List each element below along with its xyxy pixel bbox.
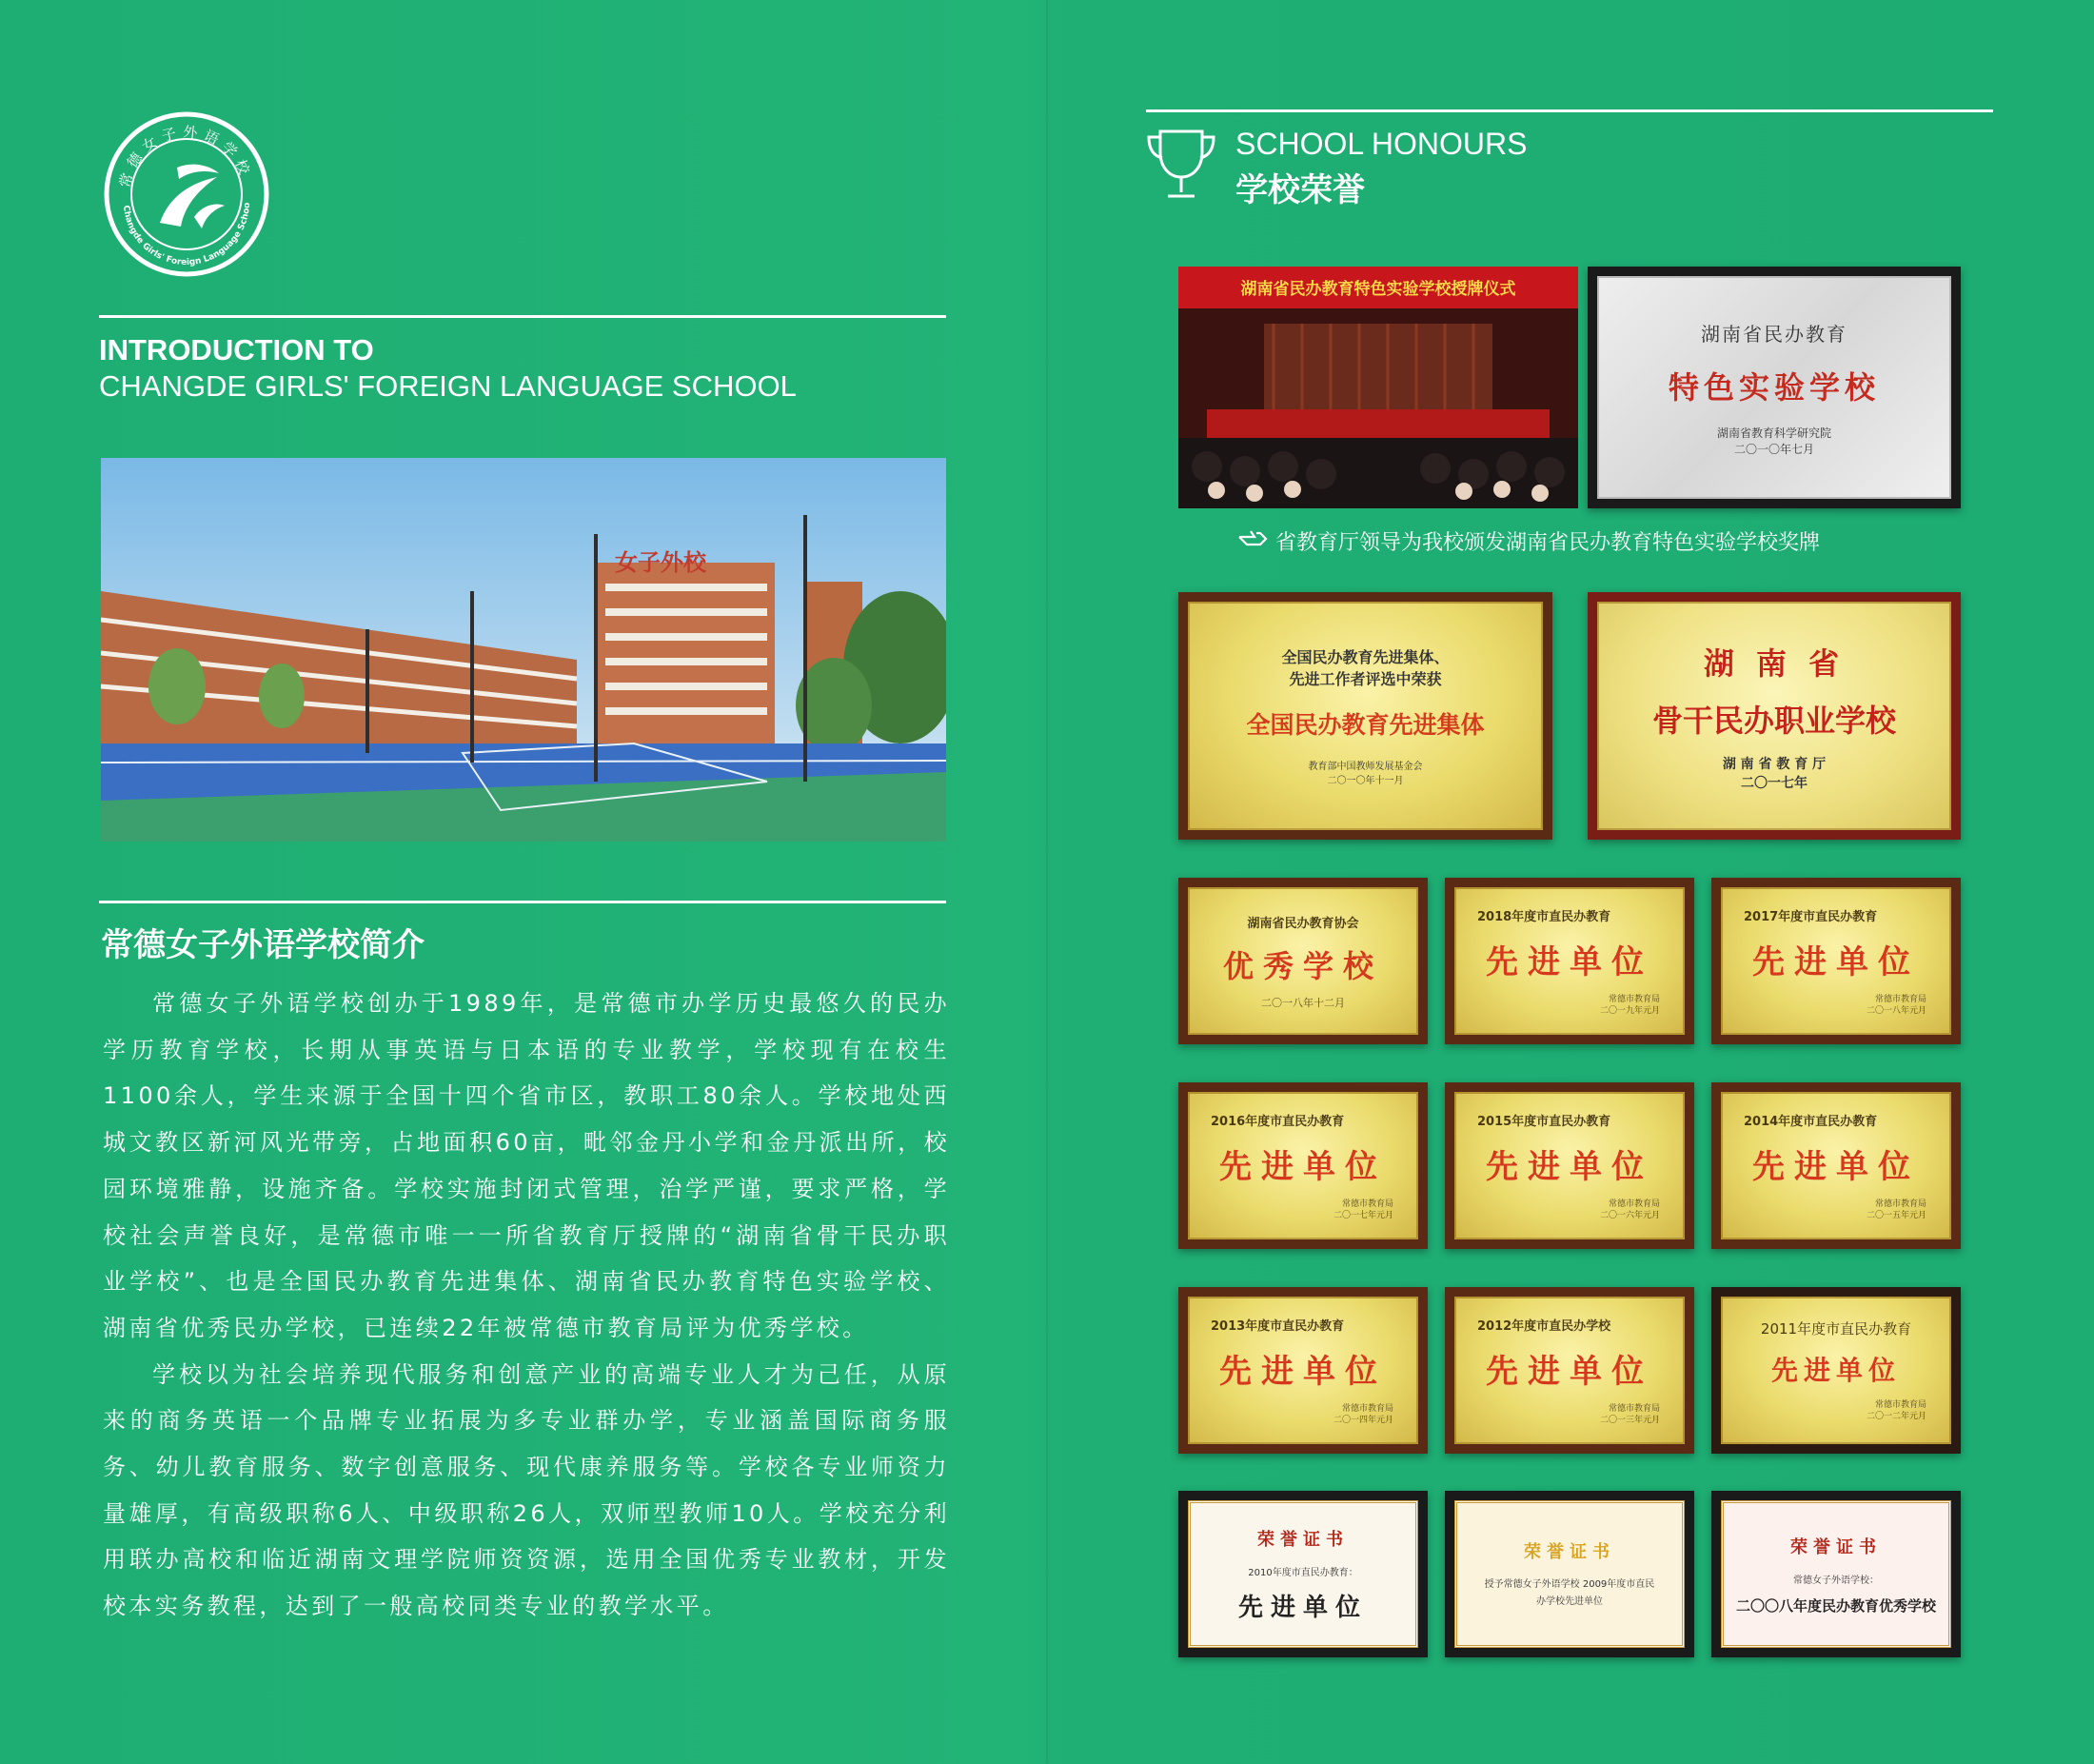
plaque-main-text: 特色实验学校 xyxy=(1668,368,1880,406)
plaque-date: 二〇一八年元月 xyxy=(1866,1005,1926,1016)
plaque-issuer: 常德市教育局 xyxy=(1874,1199,1926,1209)
plaque-issuer: 湖南省教育科学研究院 xyxy=(1716,426,1831,440)
campus-photo xyxy=(101,458,946,842)
certificate-2010 xyxy=(1178,1491,1428,1657)
plaque-issuer: 常德市教育局 xyxy=(1874,994,1926,1004)
logo-arc-text: 常德女子外语学校 xyxy=(115,123,256,189)
plaque-issuer: 常德市教育局 xyxy=(1341,1403,1393,1414)
certificate-line: 2010年度市直民办教育： xyxy=(1248,1567,1358,1578)
plaque-line: 湖 南 省 xyxy=(1703,645,1846,682)
certificate-line: 授予常德女子外语学校 2009年度市直民办学校先进单位 xyxy=(1484,1578,1655,1607)
plaque-main-text: 先进单位 xyxy=(1486,942,1653,981)
ceremony-photo xyxy=(1178,267,1578,508)
plaque-special-experimental-school xyxy=(1588,267,1961,508)
hand-pointer-icon xyxy=(1237,527,1268,550)
plaque-provincial-backbone-school xyxy=(1588,592,1961,840)
plaque-main-text: 骨干民办职业学校 xyxy=(1651,703,1896,739)
plaque-date: 二〇一七年元月 xyxy=(1333,1210,1393,1220)
ceremony-caption: 省教育厅领导为我校颁发湖南省民办教育特色实验学校奖牌 xyxy=(1275,531,1821,555)
trophy-icon xyxy=(1145,126,1217,204)
plaque-main-text: 先进单位 xyxy=(1219,1147,1387,1186)
plaque-date: 二〇一五年元月 xyxy=(1866,1210,1926,1220)
intro-heading: 常德女子外语学校简介 xyxy=(101,926,425,964)
plaque-advanced-unit-2011 xyxy=(1711,1287,1961,1454)
certificate-main-text: 二〇〇八年度民办教育优秀学校 xyxy=(1735,1596,1936,1615)
plaque-issuer: 常德市教育局 xyxy=(1608,1199,1660,1209)
plaque-top-line: 2014年度市直民办教育 xyxy=(1744,1114,1878,1129)
plaque-line: 先进工作者评选中荣获 xyxy=(1289,670,1442,688)
honours-title-en: SCHOOL HONOURS xyxy=(1235,127,1528,161)
plaque-main-text: 先进单位 xyxy=(1752,942,1920,981)
plaque-main-text: 全国民办教育先进集体 xyxy=(1246,711,1485,739)
plaque-issuer: 常德市教育局 xyxy=(1608,1403,1660,1414)
plaque-issuer: 湖 南 省 教 育 厅 xyxy=(1722,757,1827,772)
page-fold xyxy=(1046,0,1048,1764)
plaque-line: 湖南省民办教育 xyxy=(1701,322,1847,346)
certificate-title: 荣誉证书 xyxy=(1790,1536,1882,1557)
plaque-top-line: 2011年度市直民办教育 xyxy=(1760,1320,1912,1338)
plaque-line: 全国民办教育先进集体、 xyxy=(1281,648,1450,666)
plaque-advanced-unit-2012 xyxy=(1445,1287,1694,1454)
plaque-top-line: 2016年度市直民办教育 xyxy=(1211,1114,1345,1129)
plaque-date: 二〇一三年元月 xyxy=(1599,1415,1660,1425)
plaque-main-text: 先进单位 xyxy=(1752,1147,1920,1186)
plaque-main-text: 先进单位 xyxy=(1486,1352,1653,1391)
plaque-date: 二〇一二年元月 xyxy=(1866,1412,1926,1421)
honours-title-cn: 学校荣誉 xyxy=(1235,171,1365,209)
plaque-main-text: 先进单位 xyxy=(1219,1352,1387,1391)
logo-ring-text: Changde Girls' Foreign Language Schoo xyxy=(121,202,253,268)
plaque-top-line: 2017年度市直民办教育 xyxy=(1744,909,1878,924)
plaque-main-text: 先进单位 xyxy=(1486,1147,1653,1186)
ceremony-banner: 湖南省民办教育特色实验学校授牌仪式 xyxy=(1240,280,1516,299)
plaque-advanced-unit-2016 xyxy=(1178,1082,1428,1249)
plaque-issuer: 教育部中国教师发展基金会 xyxy=(1308,762,1423,772)
intro-paragraph-2: 学校以为社会培养现代服务和创意产业的高端专业人才为己任，从原来的商务英语一个品牌专业拓展为多专业群办学，专业涵盖国际商务服务、幼儿教育服务、数字创意服务、现代康养服务等。学校各专业师资力量雄厚，有高级职称6人、中级职称26人，双师型教师10人。学校充分利用联办高校和临近湖南文理学院师资资源，选用全国优秀专业教材，开发校本实务教程，达到了一般高校同类专业的教学水平。 xyxy=(103,1360,950,1620)
plaque-issuer: 常德市教育局 xyxy=(1341,1199,1393,1209)
plaque-date: 二〇一七年 xyxy=(1741,776,1808,791)
plaque-issuer: 常德市教育局 xyxy=(1608,994,1660,1004)
plaque-national-advanced-collective xyxy=(1178,592,1552,840)
certificate-2009 xyxy=(1445,1491,1694,1657)
plaque-top-line: 2015年度市直民办教育 xyxy=(1477,1114,1611,1129)
plaque-advanced-unit-2018 xyxy=(1445,878,1694,1044)
plaque-top-line: 2012年度市直民办学校 xyxy=(1477,1318,1611,1334)
plaque-date: 二〇一九年元月 xyxy=(1599,1005,1660,1016)
plaque-advanced-unit-2014 xyxy=(1711,1082,1961,1249)
certificate-title: 荣誉证书 xyxy=(1524,1541,1615,1562)
intro-subtitle: CHANGDE GIRLS' FOREIGN LANGUAGE SCHOOL xyxy=(99,369,797,403)
plaque-date: 二〇一〇年七月 xyxy=(1733,442,1814,456)
honours-divider xyxy=(1146,109,1993,112)
plaque-top-line: 2013年度市直民办教育 xyxy=(1211,1318,1345,1334)
plaque-date: 二〇一四年元月 xyxy=(1333,1415,1393,1425)
plaque-date: 二〇一八年十二月 xyxy=(1261,997,1345,1009)
plaque-date: 二〇一〇年十一月 xyxy=(1327,776,1404,786)
plaque-main-text: 优秀学校 xyxy=(1222,948,1383,984)
plaque-date: 二〇一六年元月 xyxy=(1599,1210,1660,1220)
intro-title: INTRODUCTION TO xyxy=(99,333,374,367)
certificate-title: 荣誉证书 xyxy=(1257,1529,1349,1550)
certificate-line: 常德女子外语学校： xyxy=(1793,1575,1879,1586)
section-divider xyxy=(99,901,946,903)
campus-sign: 女子外校 xyxy=(615,549,706,576)
plaque-issuer: 常德市教育局 xyxy=(1874,1400,1926,1410)
school-logo xyxy=(103,110,270,278)
plaque-excellent-school-2018 xyxy=(1178,878,1428,1044)
plaque-advanced-unit-2017 xyxy=(1711,878,1961,1044)
plaque-top-line: 2018年度市直民办教育 xyxy=(1477,909,1611,924)
top-divider xyxy=(99,315,946,318)
plaque-main-text: 先进单位 xyxy=(1770,1355,1901,1386)
plaque-top-line: 湖南省民办教育协会 xyxy=(1247,917,1359,931)
plaque-advanced-unit-2015 xyxy=(1445,1082,1694,1249)
certificate-main-text: 先进单位 xyxy=(1237,1593,1368,1622)
plaque-advanced-unit-2013 xyxy=(1178,1287,1428,1454)
intro-paragraph-1: 常德女子外语学校创办于1989年，是常德市办学历史最悠久的民办学历教育学校，长期从事英语与日本语的专业教学，学校现有在校生1100余人，学生来源于全国十四个省市区，教职工80余人。学校地处西城文教区新河风光带旁，占地面积60亩，毗邻金丹小学和金丹派出所，校园环境雅静，设施齐备。学校实施封闭式管理，治学严谨，要求严格，学校社会声誉良好，是常德市唯一一所省教育厅授牌的“湖南省骨干民办职业学校”、也是全国民办教育先进集体、湖南省民办教育特色实验学校、湖南省优秀民办学校，已连续22年被常德市教育局评为优秀学校。 xyxy=(103,990,950,1341)
certificate-2008 xyxy=(1711,1491,1961,1657)
intro-body xyxy=(103,981,950,1630)
